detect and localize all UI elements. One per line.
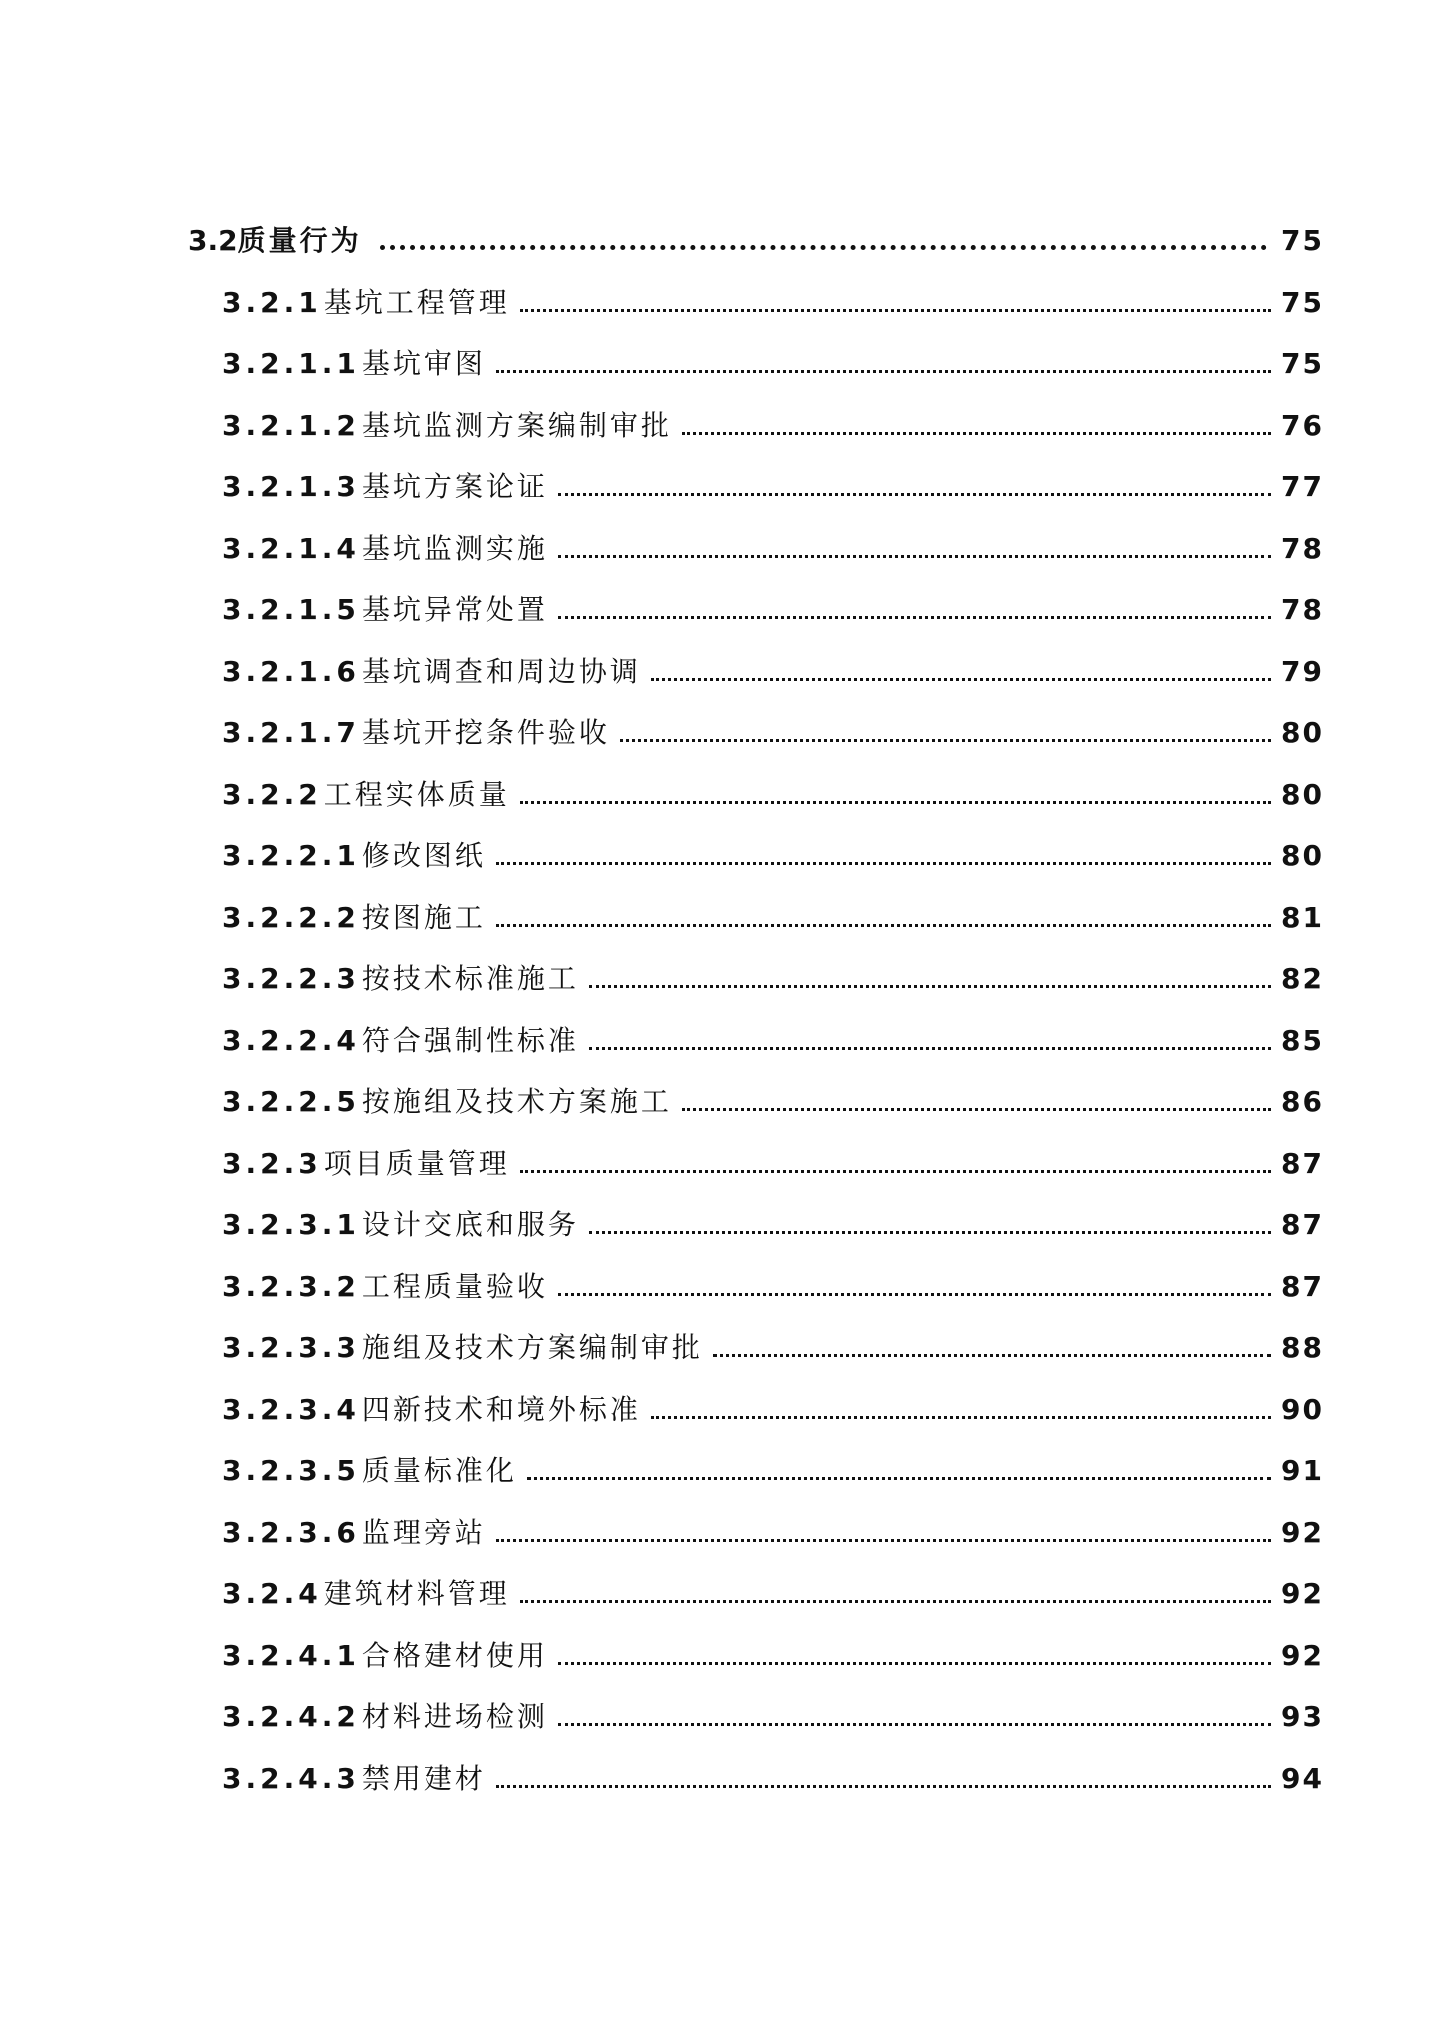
toc-dot-leader <box>651 1416 1271 1419</box>
toc-dot-leader <box>496 1785 1271 1788</box>
toc-entry-number: 3.2.3.4 <box>222 1392 360 1426</box>
toc-entry-number: 3.2.2 <box>222 777 322 811</box>
toc-entry[interactable] <box>222 1256 1324 1304</box>
toc-entry-page-number: 78 <box>1281 593 1324 626</box>
toc-entry-number: 3.2.1.4 <box>222 531 360 565</box>
toc-entry-page-number: 87 <box>1281 1269 1324 1303</box>
toc-entry-number: 3.2.3.3 <box>222 1331 360 1364</box>
toc-entry[interactable] <box>222 764 1324 812</box>
toc-entry-title: 质量行为 <box>237 224 362 257</box>
toc-entry-page-number: 92 <box>1281 1515 1324 1549</box>
toc-entry-page-number: 91 <box>1281 1454 1324 1487</box>
toc-entry-title: 建筑材料管理 <box>323 1577 510 1610</box>
toc-entry-number: 3.2.4.1 <box>222 1638 360 1672</box>
toc-entry-title: 按技术标准施工 <box>361 962 579 995</box>
toc-entry-number: 3.2.3.1 <box>222 1208 360 1241</box>
toc-entry[interactable] <box>222 1563 1324 1611</box>
toc-entry-page-number: 87 <box>1281 1208 1324 1241</box>
toc-entry-number: 3.2.1.7 <box>222 716 360 749</box>
toc-entry-page-number: 90 <box>1281 1392 1324 1426</box>
toc-entry-title: 质量标准化 <box>361 1454 517 1487</box>
toc-entry[interactable] <box>222 825 1324 873</box>
toc-entry-number: 3.2.2.3 <box>222 962 360 995</box>
toc-dot-leader <box>496 862 1271 865</box>
toc-dot-leader <box>558 555 1271 558</box>
toc-entry-page-number: 92 <box>1281 1577 1324 1610</box>
toc-entry-number: 3.2.3.5 <box>222 1454 360 1487</box>
toc-dot-leader <box>558 1293 1271 1296</box>
toc-entry-title: 基坑监测方案编制审批 <box>361 408 672 442</box>
toc-entry[interactable] <box>222 1440 1324 1488</box>
toc-entry-number: 3.2.1.1 <box>222 347 360 380</box>
toc-dot-leader <box>682 432 1271 435</box>
toc-entry-number: 3.2.4.2 <box>222 1700 360 1733</box>
toc-entry-title: 修改图纸 <box>361 839 486 872</box>
toc-entry[interactable] <box>222 641 1324 689</box>
toc-entry[interactable] <box>222 1317 1324 1365</box>
toc-entry[interactable] <box>188 210 1324 258</box>
toc-dot-leader <box>651 678 1271 681</box>
toc-entry-number: 3.2.1.5 <box>222 593 360 626</box>
toc-entry-title: 材料进场检测 <box>361 1700 548 1733</box>
toc-entry-title: 合格建材使用 <box>361 1638 548 1672</box>
toc-entry[interactable] <box>222 272 1324 320</box>
toc-dot-leader <box>589 1231 1271 1234</box>
toc-entry-title: 工程实体质量 <box>323 777 510 811</box>
toc-entry-title: 监理旁站 <box>361 1515 486 1549</box>
toc-entry-page-number: 87 <box>1281 1146 1324 1180</box>
toc-entry-page-number: 79 <box>1281 654 1324 688</box>
toc-entry-page-number: 81 <box>1281 900 1324 934</box>
toc-entry-page-number: 80 <box>1281 839 1324 872</box>
toc-entry-title: 基坑开挖条件验收 <box>361 716 610 749</box>
toc-entry-page-number: 82 <box>1281 962 1324 995</box>
toc-entry-title: 项目质量管理 <box>323 1146 510 1180</box>
toc-dot-leader <box>520 1170 1271 1173</box>
toc-entry-number: 3.2.3.2 <box>222 1269 360 1303</box>
toc-dot-leader <box>380 245 1267 250</box>
toc-entry-page-number: 75 <box>1281 224 1324 257</box>
toc-entry-title: 按图施工 <box>361 900 486 934</box>
toc-entry-title: 施组及技术方案编制审批 <box>361 1331 703 1364</box>
toc-dot-leader <box>620 739 1271 742</box>
toc-entry-number: 3.2.2.5 <box>222 1085 360 1118</box>
toc-entry-page-number: 92 <box>1281 1638 1324 1672</box>
toc-entry-page-number: 88 <box>1281 1331 1324 1364</box>
toc-entry-title: 按施组及技术方案施工 <box>361 1085 672 1118</box>
toc-entry-title: 设计交底和服务 <box>361 1208 579 1241</box>
toc-entry-title: 基坑审图 <box>361 347 486 380</box>
toc-dot-leader <box>713 1354 1271 1357</box>
toc-entry-number: 3.2.1.6 <box>222 654 360 688</box>
toc-entry-title: 基坑方案论证 <box>361 470 548 503</box>
toc-entry-number: 3.2.1 <box>222 285 322 319</box>
toc-entry-title: 禁用建材 <box>361 1761 486 1795</box>
toc-entry-number: 3.2.4 <box>222 1577 322 1610</box>
toc-entry-number: 3.2 <box>188 224 238 257</box>
toc-dot-leader <box>589 985 1271 988</box>
toc-dot-leader <box>589 1047 1271 1050</box>
toc-entry-title: 基坑工程管理 <box>323 285 510 319</box>
toc-dot-leader <box>496 1539 1271 1542</box>
toc-entry[interactable] <box>222 518 1324 566</box>
toc-entry-title: 基坑异常处置 <box>361 593 548 626</box>
toc-entry-number: 3.2.2.1 <box>222 839 360 872</box>
toc-entry-title: 符合强制性标准 <box>361 1023 579 1057</box>
toc-entry-page-number: 94 <box>1281 1761 1324 1795</box>
toc-entry[interactable] <box>222 1194 1324 1242</box>
toc-entry-page-number: 85 <box>1281 1023 1324 1057</box>
toc-entry[interactable] <box>222 948 1324 996</box>
toc-entry[interactable] <box>222 579 1324 627</box>
toc-entry[interactable] <box>222 1071 1324 1119</box>
toc-entry-page-number: 86 <box>1281 1085 1324 1118</box>
toc-entry-number: 3.2.1.2 <box>222 408 360 442</box>
toc-entry[interactable] <box>222 333 1324 381</box>
toc-entry[interactable] <box>222 1502 1324 1550</box>
toc-entry-number: 3.2.1.3 <box>222 470 360 503</box>
toc-entry[interactable] <box>222 1379 1324 1427</box>
toc-entry[interactable] <box>222 1748 1324 1796</box>
toc-entry[interactable] <box>222 1625 1324 1673</box>
toc-entry-number: 3.2.4.3 <box>222 1761 360 1795</box>
toc-entry-page-number: 75 <box>1281 285 1324 319</box>
toc-dot-leader <box>558 616 1271 619</box>
toc-entry-page-number: 78 <box>1281 531 1324 565</box>
toc-entry-title: 基坑监测实施 <box>361 531 548 565</box>
toc-entry[interactable] <box>222 395 1324 443</box>
toc-entry-page-number: 93 <box>1281 1700 1324 1733</box>
toc-dot-leader <box>496 924 1271 927</box>
toc-dot-leader <box>520 309 1271 312</box>
toc-entry-page-number: 80 <box>1281 777 1324 811</box>
toc-entry-title: 基坑调查和周边协调 <box>361 654 641 688</box>
toc-dot-leader <box>496 370 1271 373</box>
toc-entry-page-number: 76 <box>1281 408 1324 442</box>
toc-dot-leader <box>682 1108 1271 1111</box>
toc-dot-leader <box>520 801 1271 804</box>
toc-dot-leader <box>520 1600 1271 1603</box>
toc-entry[interactable] <box>222 1686 1324 1734</box>
toc-dot-leader <box>558 1662 1271 1665</box>
toc-entry[interactable] <box>222 1133 1324 1181</box>
toc-dot-leader <box>558 493 1271 496</box>
toc-entry[interactable] <box>222 456 1324 504</box>
toc-dot-leader <box>527 1477 1271 1480</box>
toc-entry-number: 3.2.2.4 <box>222 1023 360 1057</box>
toc-entry[interactable] <box>222 887 1324 935</box>
toc-entry[interactable] <box>222 1010 1324 1058</box>
toc-entry-page-number: 75 <box>1281 347 1324 380</box>
toc-entry-page-number: 80 <box>1281 716 1324 749</box>
toc-dot-leader <box>558 1723 1271 1726</box>
toc-entry-number: 3.2.2.2 <box>222 900 360 934</box>
toc-entry-page-number: 77 <box>1281 470 1324 503</box>
toc-entry-title: 四新技术和境外标准 <box>361 1392 641 1426</box>
toc-entry[interactable] <box>222 702 1324 750</box>
toc-entry-number: 3.2.3 <box>222 1146 322 1180</box>
toc-entry-number: 3.2.3.6 <box>222 1515 360 1549</box>
toc-entry-title: 工程质量验收 <box>361 1269 548 1303</box>
